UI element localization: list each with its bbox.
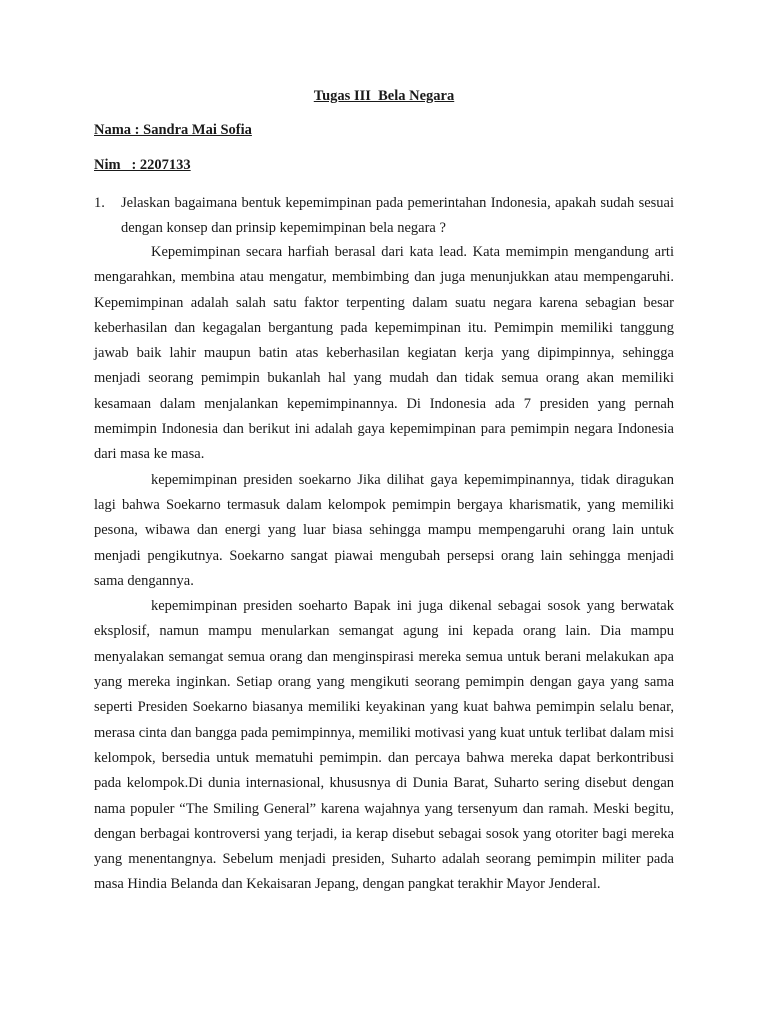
question-number: 1.	[94, 195, 105, 211]
document-title: Tugas III Bela Negara	[313, 88, 455, 104]
paragraph-soekarno: kepemimpinan presiden soekarno Jika dilihat gaya kepemimpinannya, tidak diragukan lagi bahwa Soekarno termasuk dalam kelompok pemimpin bergaya kharismatik, yang memiliki pesona, wibawa dan energi yang luar biasa sehingga mampu mempengaruhi orang lain untuk menjadi pengikutnya. Soekarno sangat piawai mengubah persepsi orang lain sehingga menjadi sama dengannya.	[94, 471, 674, 589]
question-item	[94, 191, 674, 241]
student-nim: Nim : 2207133	[94, 157, 191, 173]
paragraph-intro: Kepemimpinan secara harfiah berasal dari kata lead. Kata memimpin mengandung arti mengarahkan, membina atau mengatur, membimbing dan juga menunjukkan atau mempengaruhi. Kepemimpinan adalah salah satu faktor terpenting dalam suatu negara karena sebagian besar keberhasilan dan kegagalan bergantung pada kepemimpinan itu. Pemimpin memiliki tanggung jawab baik lahir maupun batin atas keberhasilan kegiatan kerja yang dipimpinnya, sehingga menjadi seorang pemimpin bukanlah hal yang mudah dan tidak semua orang akan memiliki kesamaan dalam menjalankan kepemimpinannya. Di Indonesia ada 7 presiden yang pernah memimpin Indonesia dan berikut ini adalah gaya kepemimpinan para pemimpin negara Indonesia dari masa ke masa.	[94, 244, 674, 463]
student-name: Nama : Sandra Mai Sofia	[94, 122, 252, 138]
answer-body	[94, 240, 674, 898]
paragraph-soeharto: kepemimpinan presiden soeharto Bapak ini juga dikenal sebagai sosok yang berwatak eksplosif, namun mampu menularkan semangat agung ini kepada orang lain. Dia mampu menyalakan semangat semua orang dan menginspirasi mereka semua untuk berani melakukan apa yang mereka inginkan. Setiap orang yang mengikuti seorang pemimpin dengan gaya yang sama seperti Presiden Soekarno biasanya memiliki keyakinan yang kuat bahwa pemimpin selalu benar, merasa cinta dan bangga pada pemimpinnya, memiliki motivasi yang kuat untuk terlibat dalam misi kelompok, bersedia untuk mematuhi pemimpin. dan percaya bahwa mereka dapat berkontribusi pada kelompok.Di dunia internasional, khususnya di Dunia Barat, Suharto sering disebut dengan nama populer “The Smiling General” karena wajahnya yang tersenyum dan ramah. Meski begitu, dengan berbagai kontroversi yang terjadi, ia kerap disebut sebagai sosok yang otoriter bagi mereka yang menentangnya. Sebelum menjadi presiden, Suharto adalah seorang pemimpin militer pada masa Hindia Belanda dan Kekaisaran Jepang, dengan pangkat terakhir Mayor Jenderal.	[94, 598, 674, 893]
question-text: Jelaskan bagaimana bentuk kepemimpinan pada pemerintahan Indonesia, apakah sudah sesuai dengan konsep dan prinsip kepemimpinan bela negara ?	[121, 195, 674, 236]
